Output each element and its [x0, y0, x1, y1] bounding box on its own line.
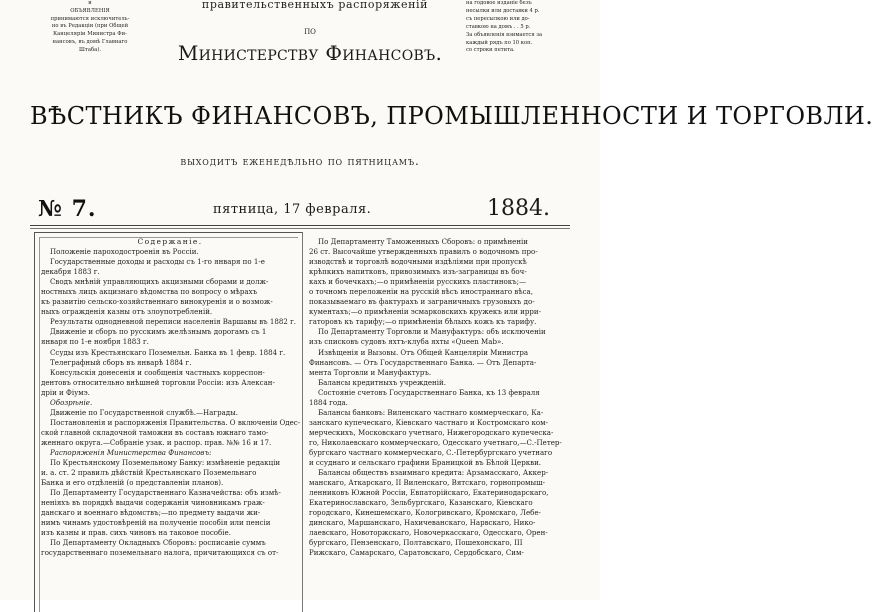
notice-line: За объявленія взимается за [466, 31, 543, 38]
contents-line: января по 1-е ноября 1883 г. [41, 337, 149, 347]
contents-line: ныхъ огражденія казны отъ злоупотребленій. [41, 307, 213, 317]
contents-line: го, Николаевскаго коммерческаго, Одесскаго учетнаго,—С.-Петер- [309, 437, 562, 447]
notice-line: со строки петита. [466, 47, 515, 54]
notice-line: съ пересылкою или до- [466, 15, 530, 22]
newspaper-title: ВѢСТНИКЪ ФИНАНСОВЪ, ПРОМЫШЛЕННОСТИ И ТОРГОВЛИ. [30, 102, 873, 130]
contents-line: По Крестьянскому Поземельному Банку: измѣненіе редакціи [50, 458, 281, 468]
contents-line: декабря 1883 г. [41, 267, 100, 277]
ministry-heading: Министерству Финансовъ. [177, 41, 443, 65]
notice-line: на годовое изданіе безъ [466, 0, 532, 6]
contents-line: женнаго округа.—Собраніе узак. и распор. прав. №№ 16 и 17. [41, 437, 272, 447]
contents-line: Сводъ мнѣній управляющихъ акцизными сборами и долж- [50, 277, 269, 287]
issue-line [38, 196, 568, 226]
contents-line: крѣпкихъ напитковъ, привозимыхъ изъ-заграницы въ боч- [309, 267, 527, 277]
contents-line: дентовъ относительно внѣшней торговли Россіи: изъ Алексан- [41, 377, 275, 387]
contents-line: гаторовъ къ тарифу;—о примѣненіи бѣлыхъ кожъ къ тарифу. [309, 317, 537, 327]
issue-number: № 7. [38, 196, 97, 222]
notice-line: ставкою на домъ . . 5 р. [466, 23, 531, 30]
contents-line: городскаго, Кинешемскаго, Кологривскаго, Кромскаго, Лебе- [309, 508, 541, 518]
po-line: по [304, 26, 316, 37]
contents-line: Екатеринославскаго, Зельбургскаго, Казанскаго, Кіевскаго [309, 498, 533, 508]
contents-line: Распоряженія Министерства Финансовъ: [50, 447, 212, 457]
contents-line: Обозрѣніе. [50, 397, 93, 407]
contents-line: Положеніе пароходостроенія въ Россіи. [50, 247, 199, 257]
contents-line: и ссуднаго и сельскаго графини Браницкой въ Бѣлой Церкви. [309, 458, 542, 468]
contents-line: изводствѣ и торговлѣ водочными издѣліями при пропускѣ [309, 257, 527, 267]
contents-line: лаевскаго, Новоторжскаго, Новочеркасскаго, Одесскаго, Орен- [309, 528, 548, 538]
government-orders-heading: правительственныхъ распоряженій [201, 0, 429, 11]
notice-line: и [88, 0, 92, 6]
notice-line: каждый рядъ по 10 коп. [466, 39, 533, 46]
contents-line: нимъ чинамъ удостовѣреній на полученіе пособія или пенсіи [41, 518, 271, 528]
contents-line: ленниковъ Южной Россіи, Евпаторійскаго, Екатеринодарскаго, [309, 488, 549, 498]
contents-line: Банка и его отдѣленій (о представленіи планов). [41, 478, 224, 488]
contents-line: бургскаго, Пензенскаго, Полтавскаго, Пошехонскаго, III [309, 538, 523, 548]
contents-line: Телеграфный сборъ въ январѣ 1884 г. [50, 357, 192, 367]
notice-line: принимаются исключитель- [50, 15, 130, 22]
notice-line: Канцеляріи Министра Фи- [53, 31, 127, 38]
contents-line: Консульскія донесенія и сообщенія частныхъ корреспон- [50, 367, 265, 377]
contents-line: кументахъ;—о примѣненіи эсмарковскихъ кружекъ или ирри- [309, 307, 541, 317]
contents-line: показываемаго въ фактурахъ и заграничныхъ грузовыхъ до- [309, 297, 535, 307]
contents-line: Балансы обществъ взаимнаго кредита: Арзамасскаго, Аккер- [318, 468, 549, 478]
contents-line: мерческихъ, Московскаго учетнаго, Нижегородскаго купеческа- [309, 427, 554, 437]
contents-line: По Департаменту Окладныхъ Сборовъ: росписаніе суммъ [50, 538, 266, 548]
contents-line: ностныхъ лицъ акцизнаго вѣдомства по вопросу о мѣрахъ [41, 287, 258, 297]
publication-frequency: выходитъ еженедѣльно по пятницамъ. [180, 154, 420, 168]
contents-line: Постановленія и распоряженія Правительства. О включеніи Одес- [50, 417, 301, 427]
contents-line: кахъ и бочечкахъ;—о примѣненіи русскихъ пластинокъ;— [309, 277, 527, 287]
contents-line: Состояніе счетовъ Государственнаго Банка, къ 13 февраля [318, 387, 540, 397]
contents-line: Ссуды изъ Крестьянскаго Поземельн. Банка въ 1 февр. 1884 г. [50, 347, 286, 357]
contents-line: государственнаго поземельнаго налога, причитающихся съ от- [41, 548, 279, 558]
contents-line: Государственные доходы и расходы съ 1-го января по 1-е [50, 257, 265, 267]
contents-line: динскаго, Маршанскаго, Нахичеванскаго, Нарвскаго, Нико- [309, 518, 536, 528]
notice-line: несылки или доставки 4 р. [466, 7, 540, 14]
contents-line: о точномъ переложеніи на русскій вѣсъ иностраннаго вѣса, [309, 287, 533, 297]
contents-line: къ развитію сельско-хозяйственнаго винокуренія и о возмож- [41, 297, 273, 307]
issue-date: пятница, 17 февраля. [213, 202, 372, 217]
contents-line: По Департаменту Государственнаго Казначейства: объ измѣ- [50, 488, 281, 498]
contents-line: изъ списковъ судовъ яхтъ-клуба яхты «Queen Mab». [309, 337, 504, 347]
divider-rule [30, 225, 570, 226]
contents-line: ской главной складочной таможни въ составъ южнаго тамо- [41, 427, 269, 437]
notice-line: нансовъ, въ домѣ Главнаго [52, 38, 128, 45]
contents-line: Результаты однодневной переписи населенія Варшавы въ 1882 г. [50, 317, 297, 327]
contents-line: По Департаменту Торговли и Мануфактуръ: объ исключеніи [318, 327, 546, 337]
notice-line: но въ Редакціи (при Общей [51, 23, 129, 30]
issue-year: 1884. [487, 196, 550, 221]
contents-line: Движеніе и сборъ по русскимъ желѣзнымъ дорогамъ съ 1 [50, 327, 267, 337]
contents-line: дріи и Фіумэ. [41, 387, 90, 397]
divider-rule-thin [30, 228, 570, 229]
contents-left-column [41, 237, 299, 559]
contents-line: и. а. ст. 2 правилъ дѣйствій Крестьянскаго Поземельнаго [41, 468, 257, 478]
contents-line: Рижскаго, Самарскаго, Саратовскаго, Сердобскаго, Сим- [309, 548, 524, 558]
contents-line: Балансы банковъ: Виленскаго частнаго коммерческаго, Ка- [318, 407, 544, 417]
contents-line: данскаго и военнаго вѣдомствъ;—по предмету выдачи жи- [41, 508, 261, 518]
notice-line: ОБЪЯВЛЕНІЯ [70, 7, 110, 14]
contents-line: мента Торговли и Мануфактуръ. [309, 367, 432, 377]
contents-line: неніяхъ въ порядкѣ выдачи содержанія чиновникамъ граж- [41, 498, 265, 508]
contents-line: Финансовъ. — Отъ Государственнаго Банка. — Отъ Департа- [309, 357, 537, 367]
contents-line: 26 ст. Высочайше утвержденныхъ правилъ о водочномъ про- [309, 247, 538, 257]
contents-line: По Департаменту Таможенныхъ Сборовъ: о примѣненіи [318, 237, 528, 246]
contents-line: манскаго, Аткарскаго, II Виленскаго, Вятскаго, горнопромыш- [309, 478, 546, 488]
contents-line: Движеніе по Государственной службѣ.—Награды. [50, 407, 238, 417]
contents-line: 1884 года. [309, 397, 348, 407]
contents-line: Балансы кредитныхъ учрежденій. [318, 377, 446, 387]
contents-right-column [309, 237, 567, 559]
contents-line: занскаго купеческаго, Кіевскаго частнаго и Костромскаго ком- [309, 417, 548, 427]
contents-heading: Содержаніе. [137, 237, 203, 246]
contents-line: бургскаго частнаго коммерческаго, С.-Петербургскаго учетнаго [309, 447, 553, 457]
notice-line: Штаба). [78, 46, 102, 53]
contents-line: изъ казны и прав. сихъ чиновъ на таковое пособіе. [41, 528, 231, 538]
contents-line: Извѣщенія и Вызовы. Отъ Общей Канцеляріи Министра [318, 347, 529, 357]
